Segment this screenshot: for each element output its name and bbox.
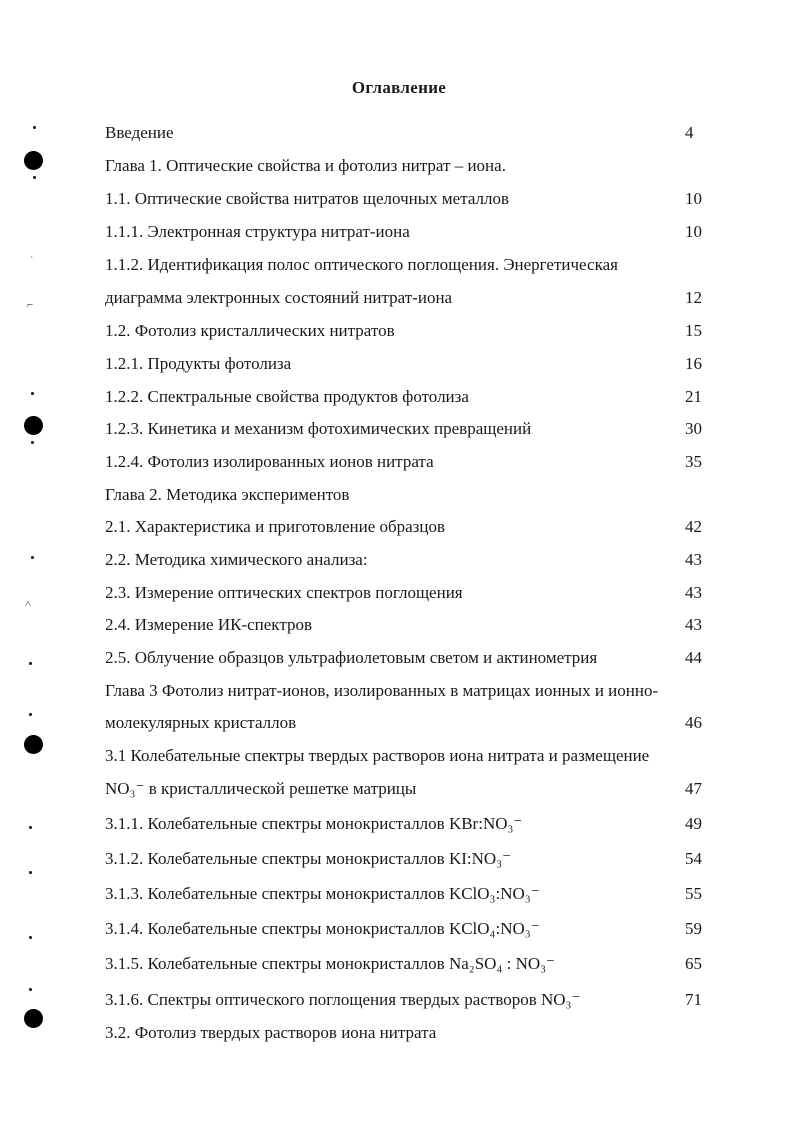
scan-mark: ˄ [25,598,32,610]
toc-entry-text: Введение [105,123,174,142]
toc-entry-text: диаграмма электронных состояний нитрат-иона [105,288,453,307]
toc-entry-text: 1.1.2. Идентификация полос оптического поглощения. Энергетическая [105,255,618,274]
toc-entry-text: 3.1.5. Колебательные спектры монокристаллов Na₂SO₄ : NO₃⁻ [105,954,556,973]
toc-entry-page: 47 [685,779,702,798]
scan-speck [31,441,34,444]
scan-speck [33,126,36,129]
toc-entry-page: 12 [685,288,702,307]
toc-entry-page: 42 [685,517,702,536]
scan-speck [29,988,32,991]
toc-entry-page: 30 [685,419,702,438]
toc-entry-text: 2.5. Облучение образцов ультрафиолетовым светом и актинометрия [105,648,598,667]
toc-entry-text: 3.1.6. Спектры оптического поглощения твердых растворов NO₃⁻ [105,990,581,1009]
toc-entry-page: 44 [685,648,702,667]
toc-entry-text: 3.1.2. Колебательные спектры монокристаллов KI:NO₃⁻ [105,849,512,868]
toc-entry-page: 54 [685,849,702,868]
toc-entry-page: 49 [685,814,702,833]
toc-entry-page: 71 [685,990,702,1009]
toc-entry-text: 1.2.4. Фотолиз изолированных ионов нитрата [105,452,434,471]
toc-entry-text: 2.1. Характеристика и приготовление образцов [105,517,446,536]
binder-hole [24,735,43,754]
scan-speck [29,713,32,716]
binder-hole [24,416,43,435]
toc-entry-text: 1.1.1. Электронная структура нитрат-иона [105,222,410,241]
toc-entry-text: 3.1.1. Колебательные спектры монокристаллов KBr:NO₃⁻ [105,814,523,833]
toc-entry-text: Глава 1. Оптические свойства и фотолиз нитрат – иона. [105,156,506,175]
toc-entry-text: 1.2.3. Кинетика и механизм фотохимических превращений [105,419,532,438]
toc-entry-page: 43 [685,583,702,602]
binder-hole [24,1009,43,1028]
toc-entry-page: 65 [685,954,702,973]
toc-entry-page: 10 [685,189,702,208]
toc-entry-page: 21 [685,387,702,406]
scan-speck [29,662,32,665]
scan-speck [29,826,32,829]
toc-entry-page: 43 [685,615,702,634]
toc-entry-page: 16 [685,354,702,373]
toc-entry-text: NO₃⁻ в кристаллической решетке матрицы [105,779,417,798]
page-title: Оглавление [351,78,447,97]
scan-speck [31,392,34,395]
scan-speck [29,936,32,939]
toc-entry-text: Глава 2. Методика экспериментов [105,485,350,504]
toc-entry-page: 43 [685,550,702,569]
toc-entry-text: 3.1 Колебательные спектры твердых растворов иона нитрата и размещение [105,746,650,765]
toc-entry-text: 1.2.1. Продукты фотолиза [105,354,292,373]
scan-speck [31,556,34,559]
toc-entry-page: 55 [685,884,702,903]
toc-entry-text: 2.2. Методика химического анализа: [105,550,368,569]
toc-entry-page: 15 [685,321,702,340]
toc-entry-text: 2.4. Измерение ИК-спектров [105,615,313,634]
toc-entry-page: 59 [685,919,702,938]
toc-entry-page: 35 [685,452,702,471]
scan-mark: ⌐ [27,299,34,311]
toc-entry-text: 3.1.3. Колебательные спектры монокристаллов KClO₃:NO₃⁻ [105,884,540,903]
toc-entry-text: 3.1.4. Колебательные спектры монокристаллов KClO₄:NO₃⁻ [105,919,540,938]
scan-mark: ˈ [30,254,34,266]
toc-entry-text: 3.2. Фотолиз твердых растворов иона нитрата [105,1023,437,1042]
toc-entry-text: 1.2.2. Спектральные свойства продуктов фотолиза [105,387,469,406]
toc-entry-text: молекулярных кристаллов [105,713,297,732]
toc-entry-page: 10 [685,222,702,241]
toc-entry-text: Глава 3 Фотолиз нитрат-ионов, изолированных в матрицах ионных и ионно- [105,681,659,700]
binder-hole [24,151,43,170]
scan-speck [29,871,32,874]
toc-entry-page: 46 [685,713,702,732]
toc-entry-text: 2.3. Измерение оптических спектров поглощения [105,583,463,602]
toc-entry-text: 1.1. Оптические свойства нитратов щелочных металлов [105,189,510,208]
scan-speck [33,176,36,179]
toc-entry-text: 1.2. Фотолиз кристаллических нитратов [105,321,395,340]
toc-entry-page: 4 [685,123,694,142]
